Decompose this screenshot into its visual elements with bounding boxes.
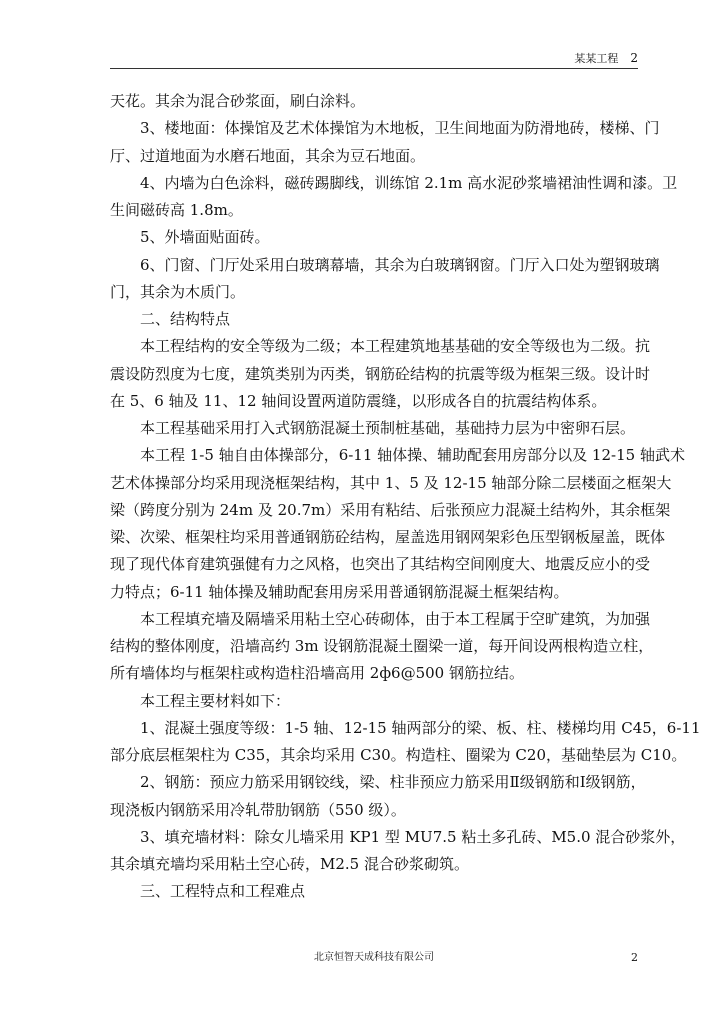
body-line: 梁（跨度分别为 24m 及 20.7m）采用有粘结、后张预应力混凝土结构外，其余框架 (110, 500, 671, 519)
body-line: 3、填充墙材料：除女儿墙采用 KP1 型 MU7.5 粘土多孔砖、M5.0 混合砂浆外， (140, 827, 686, 846)
body-line: 6、门窗、门厅处采用白玻璃幕墙，其余为白玻璃钢窗。门厅入口处为塑钢玻璃 (140, 255, 660, 274)
body-line: 所有墙体均与框架柱或构造柱沿墙高用 2ф6@500 钢筋拉结。 (110, 664, 524, 683)
document-body (110, 88, 701, 906)
body-line: 本工程基础采用打入式钢筋混凝土预制桩基础，基础持力层为中密卵石层。 (140, 419, 636, 437)
body-line: 现浇板内钢筋采用冷轧带肋钢筋（550 级）。 (110, 800, 406, 819)
body-line: 厅、过道地面为水磨石地面，其余为豆石地面。 (110, 146, 426, 165)
footer-page-number: 2 (631, 951, 638, 964)
body-line: 本工程填充墙及隔墙采用粘土空心砖砌体，由于本工程属于空旷建筑，为加强 (140, 609, 651, 628)
body-line: 本工程结构的安全等级为二级；本工程建筑地基基础的安全等级也为二级。抗 (140, 337, 651, 356)
footer-company: 北京恒智天成科技有限公司 (314, 952, 434, 963)
body-line: 生间磁砖高 1.8m。 (110, 201, 243, 219)
body-line: 门，其余为木质门。 (110, 282, 246, 301)
header-page-number: 2 (630, 51, 638, 65)
body-line: 本工程 1-5 轴自由体操部分，6-11 轴体操、辅助配套用房部分以及 12-15 轴武术 (140, 446, 685, 465)
body-line: 梁、次梁、框架柱均采用普通钢筋砼结构，屋盖选用钢网架彩色压型钢板屋盖，既体 (110, 528, 666, 546)
body-line: 2、钢筋：预应力筋采用钢铰线，梁、柱非预应力筋采用Ⅱ级钢筋和Ⅰ级钢筋， (140, 773, 646, 792)
body-line: 结构的整体刚度，沿墙高约 3m 设钢筋混凝土圈梁一道，每开间设两根构造立柱， (110, 637, 654, 655)
body-line: 现了现代体育建筑强健有力之风格，也突出了其结构空间刚度大、地震反应小的受 (110, 555, 651, 574)
body-line: 5、外墙面贴面砖。 (140, 228, 270, 247)
body-line: 4、内墙为白色涂料，磁砖踢脚线，训练馆 2.1m 高水泥砂浆墙裙油性调和漆。卫 (140, 173, 678, 192)
section-heading: 三、工程特点和工程难点 (140, 882, 306, 901)
body-line: 本工程主要材料如下： (140, 691, 291, 710)
body-line: 在 5、6 轴及 11、12 轴间设置两道防震缝，以形成各自的抗震结构体系。 (110, 391, 607, 410)
body-line: 艺术体操部分均采用现浇框架结构，其中 1、5 及 12-15 轴部分除二层楼面之框架大 (110, 473, 672, 492)
section-heading: 二、结构特点 (140, 310, 231, 328)
body-line: 天花。其余为混合砂浆面，刷白涂料。 (110, 92, 366, 110)
body-line: 1、混凝土强度等级：1-5 轴、12-15 轴两部分的梁、板、柱、楼梯均用 C45，6-11 (140, 718, 701, 737)
body-line: 力特点；6-11 轴体操及辅助配套用房采用普通钢筋混凝土框架结构。 (110, 582, 569, 601)
body-line: 其余填充墙均采用粘土空心砖，M2.5 混合砂浆砌筑。 (110, 855, 469, 873)
body-line: 3、楼地面：体操馆及艺术体操馆为木地板，卫生间地面为防滑地砖，楼梯、门 (140, 119, 660, 138)
page-footer (110, 950, 638, 966)
header-title: 某某工程 (574, 52, 619, 65)
body-line: 震设防烈度为七度，建筑类别为丙类，钢筋砼结构的抗震等级为框架三级。设计时 (110, 364, 651, 383)
page-header (110, 50, 638, 69)
body-line: 部分底层框架柱为 C35，其余均采用 C30。构造柱、圈梁为 C20，基础垫层为 C10。 (110, 746, 687, 764)
